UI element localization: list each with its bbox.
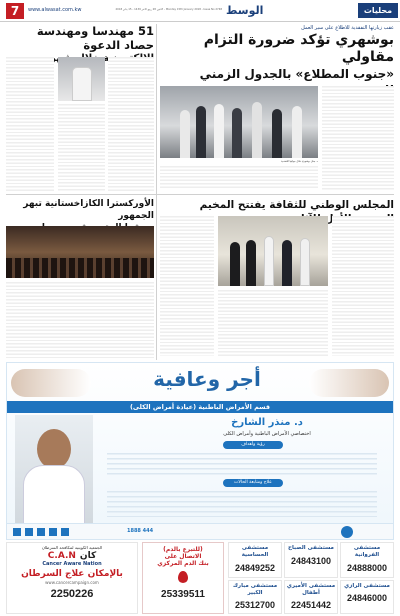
section-1-label: رؤية وأهداف [241,442,265,447]
theatre-article [6,198,154,360]
hospital-name: مستشفى الأميري أطفال [286,583,336,596]
doctor-name: د. منذر الشارخ [231,417,303,428]
hospital-name: مستشفى الرازي [344,583,390,589]
council-body-right [332,216,394,356]
theatre-photo [6,226,154,278]
hospital-phone[interactable]: 22451442 [290,600,332,610]
main-photo [160,86,318,158]
hospital-row-1-col-1 [340,542,394,578]
clinic-footer [7,523,393,539]
donate-line-2: الاتصال على [164,553,202,560]
council-headline: المجلس الوطني للثقافة يفتتح المخيم [199,199,394,211]
main-headline-2: «جنوب المطلاع» بالجدول الزمني [199,67,394,81]
blood-drop-icon [178,571,188,583]
clinic-list-1 [107,453,377,475]
clinic-department: قسم الأمراض الباطنية (عيادة أمراض الكلى) [129,403,271,411]
hospital-row-1-col-3 [228,542,282,578]
engineers-article [6,24,154,192]
main-kicker: عقب زيارتها التفقدية للاطلاع على سير العمل [301,25,394,31]
donate-phone[interactable]: 25339511 [161,589,205,600]
dateline: Monday 15th January 2018 - Issue No 2748 - الاثنين 28 ربيع الآخر 1439 - 15 يناير 2018 [115,8,222,11]
social-icons [13,528,73,536]
hospital-name: مستشفى مبارك الكبير [232,583,278,596]
can-logo [7,551,137,561]
doctor-specialty: اختصاصي الأمراض الباطنية وأمراض الكلى [223,431,311,437]
can-ad [6,542,138,614]
blood-donation-ad [142,542,224,614]
council-photo [218,216,328,286]
hospital-row-1-col-2 [284,542,338,578]
engineers-body-right [108,57,154,192]
can-brand: كان [79,551,97,561]
main-caption: د. جنان بوشهري خلال جولتها التفقدية [281,160,318,163]
council-body-left [160,216,214,356]
can-org: الجمعية الكويتية لمكافحة السرطان [41,545,103,550]
clinic-slogan: أجر وعافية [153,367,261,391]
can-phone[interactable]: 2250226 [50,588,94,600]
section-label: محليات [358,3,398,18]
clinic-list-2 [107,491,377,517]
hospital-logo-icon [341,526,353,538]
clinic-department-banner [7,401,393,413]
bottom-ads [6,542,394,614]
main-body-bottom [160,166,318,190]
main-headline-1: بوشهري تؤكد ضرورة التزام مقاولي [203,32,394,65]
theatre-headline-1: الأوركسترا الكازاخستانية تبهر الجمهور [23,199,154,221]
hospital-row-2-col-1 [340,580,394,614]
section-1-tag [223,441,283,449]
hospital-phone[interactable]: 25312700 [234,600,276,610]
main-body [322,86,394,190]
hospital-phone[interactable]: 24843100 [290,556,332,566]
council-article [160,198,394,360]
hospital-name: مستشفى الفروانية [353,545,381,558]
theatre-body [6,282,154,358]
page-number: 7 [10,4,20,18]
can-brand-en: C.A.N [47,551,76,561]
donate-line-3: بنك الدم المركزي [157,560,209,567]
can-tagline: Cancer Aware Nation [42,561,102,567]
hands-image-right [309,369,389,397]
council-body-mid [218,290,328,356]
page-number-badge [6,3,24,19]
donate-line-1: (للتبرع بالدم) [163,546,203,553]
website-label[interactable]: www.alwasat.com.kw [28,7,82,13]
doctor-photo [15,415,93,535]
main-article [160,24,394,192]
can-website[interactable]: www.cancercampaign.com [45,580,99,585]
hospital-phone[interactable]: 24849252 [234,563,276,573]
engineers-headline-1: 51 مهندسا ومهندسة حصاد الدعوة [36,24,154,52]
hospital-row-2-col-3 [228,580,282,614]
hospital-name: مستشفى الحساسية [241,545,269,558]
hospital-row-2-col-2 [284,580,338,614]
clinic-ad [6,362,394,540]
clinic-phone[interactable]: 1888 444 [127,528,154,534]
page-header [0,0,400,22]
hospital-name: مستشفى الصباح [288,545,334,551]
newspaper-logo: الوسط [226,4,264,17]
engineers-photo [58,57,105,101]
engineers-body-mid [58,104,105,192]
section-2-tag [223,479,283,487]
engineers-body-left [6,57,54,192]
hands-image-left [11,369,91,397]
can-headline: بالإمكان علاج السرطان [21,569,123,579]
section-2-label: علاج ومتابعة الحالات [234,480,272,485]
hospital-phone[interactable]: 24846000 [346,593,388,603]
hospital-phone[interactable]: 24888000 [346,563,388,573]
